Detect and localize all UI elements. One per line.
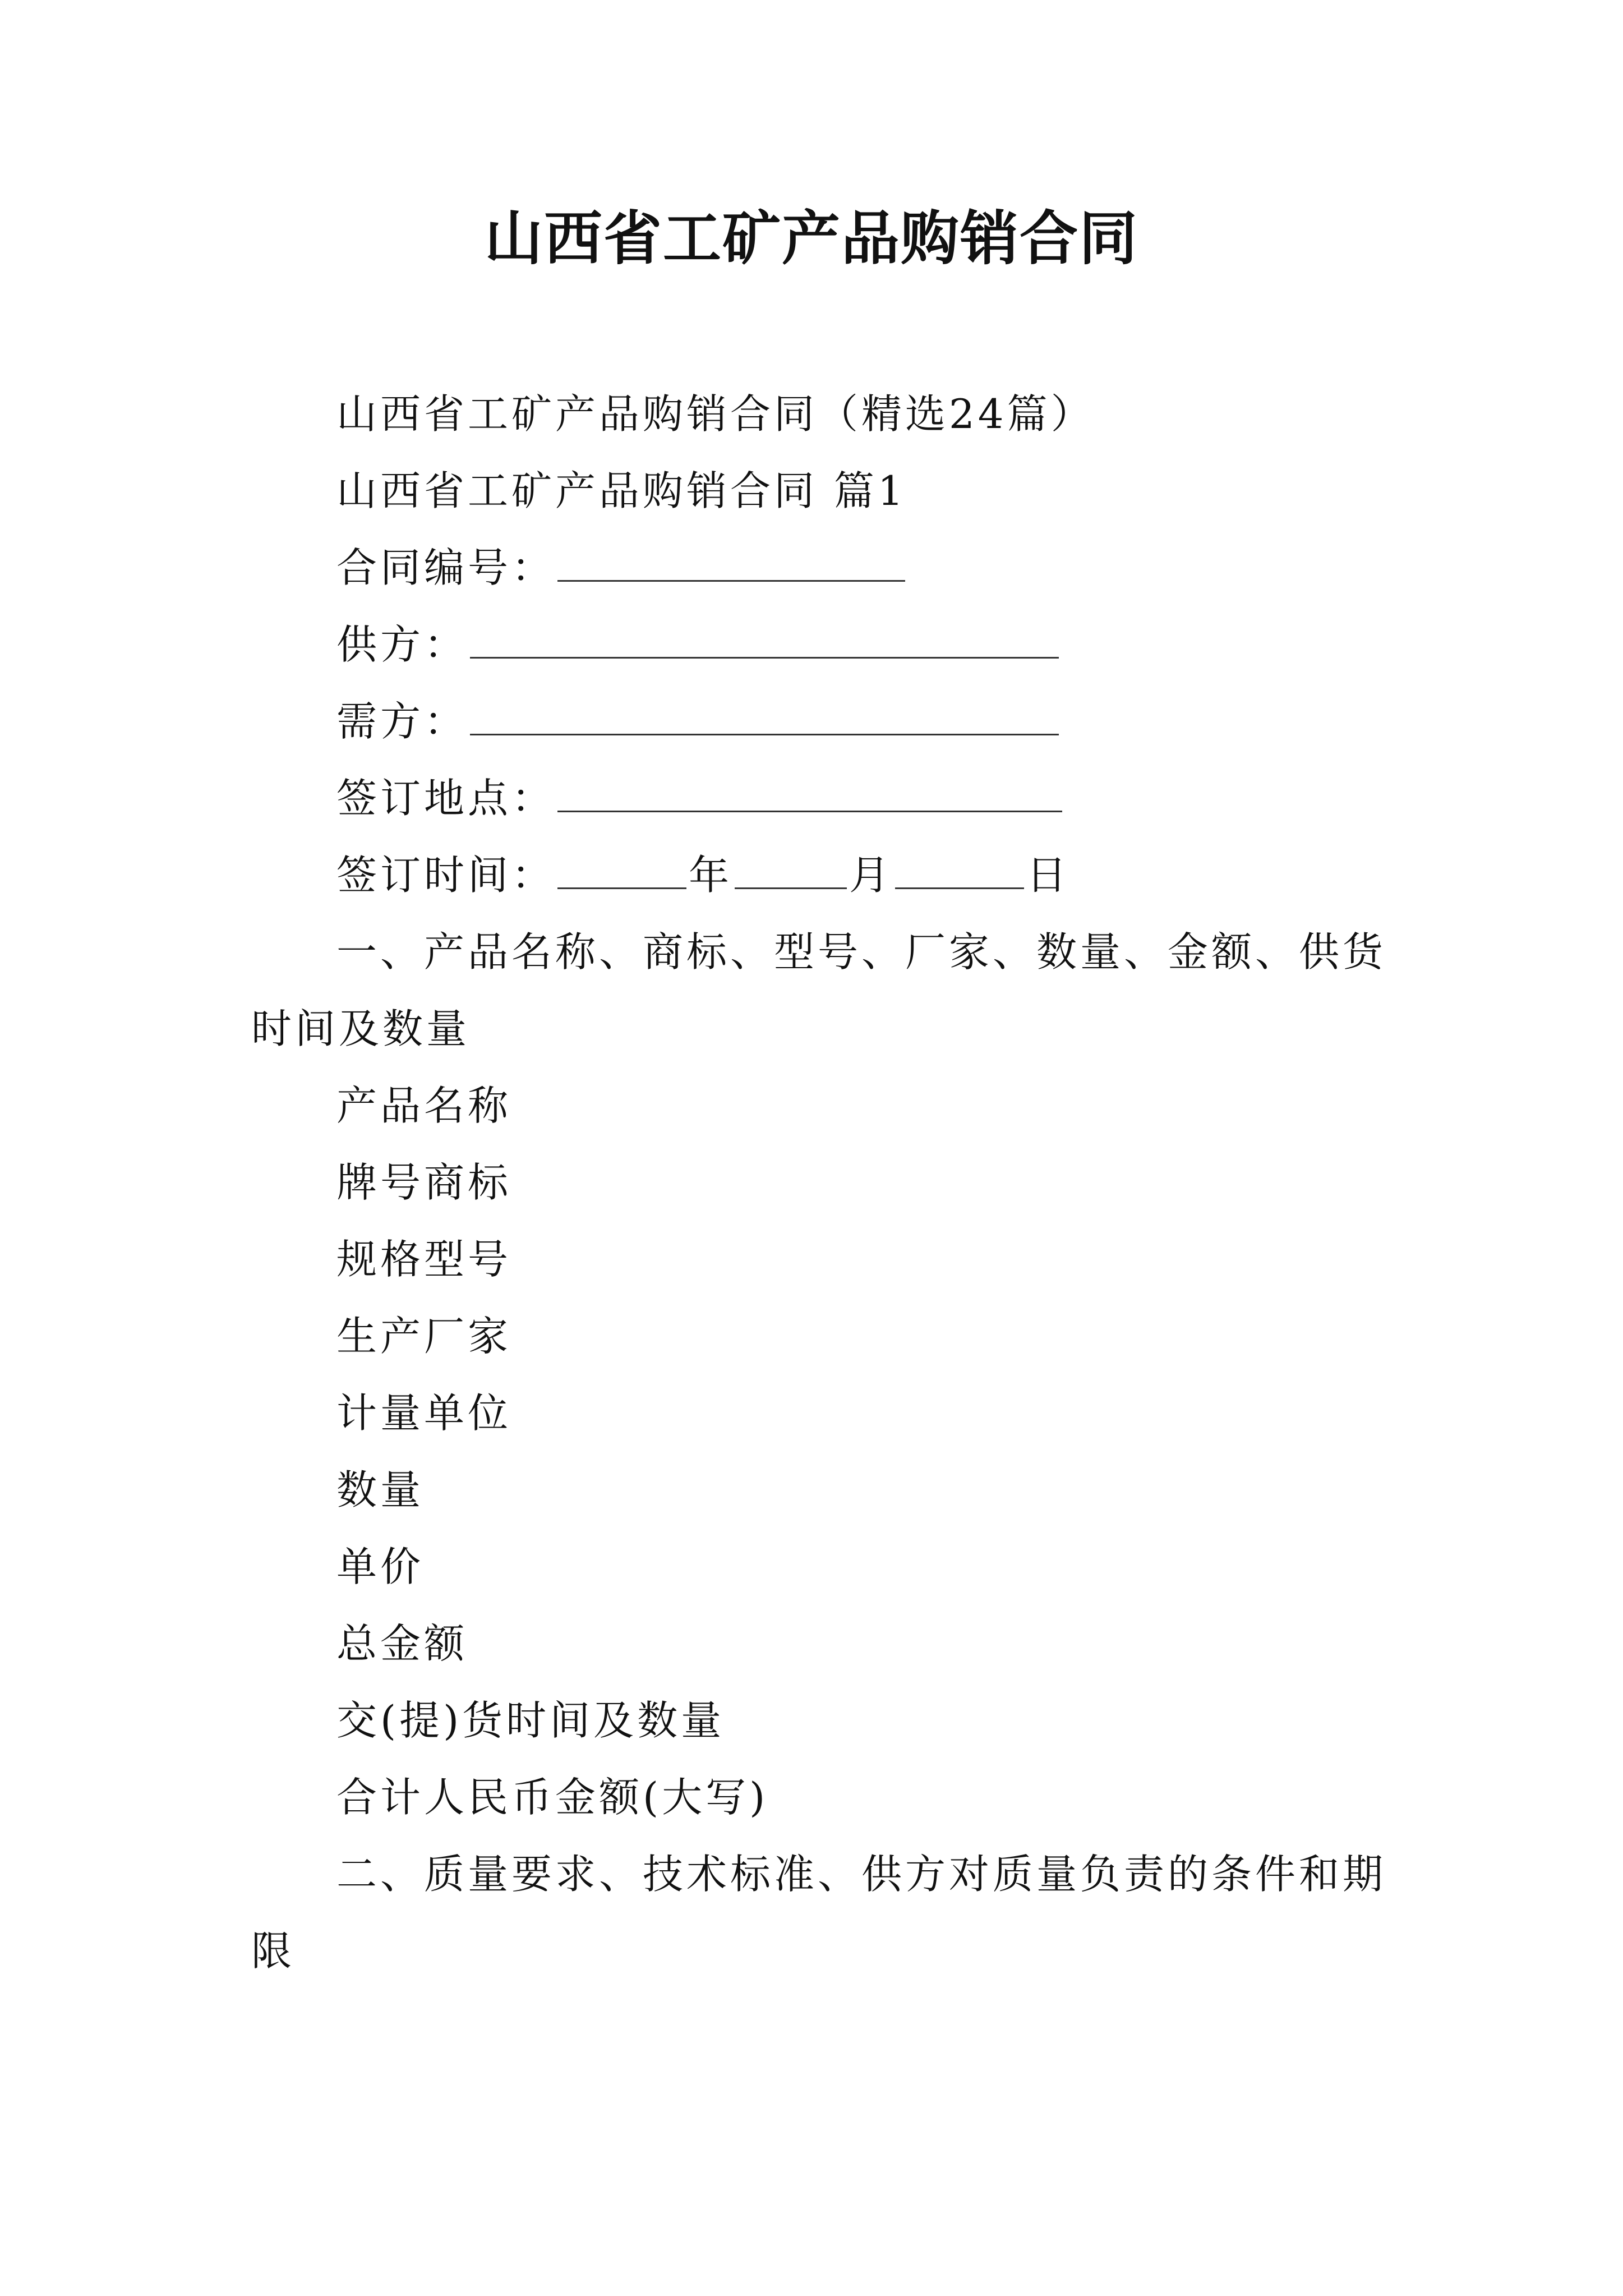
month-blank [735,854,847,889]
buyer-blank [470,700,1059,735]
day-label: 日 [1026,852,1071,899]
sign-place-label: 签订地点： [336,775,556,822]
sign-time-label: 签订时间： [336,852,556,899]
item-total-rmb: 合计人民币金额(大写) [336,1774,769,1821]
buyer-line [251,683,1384,760]
item-unit: 计量单位 [336,1389,512,1437]
sign-time-line [251,837,1384,914]
clause-2-line-2: 限 [251,1927,296,1975]
clause-2-line-1: 二、质量要求、技术标准、供方对质量负责的条件和期 [336,1851,1387,1898]
document-body [251,376,1387,1990]
contract-number-blank [557,546,905,582]
subtitle-line: 山西省工矿产品购销合同（精选24篇） [336,390,1095,438]
supplier-blank [470,623,1059,659]
document-title: 山西省工矿产品购销合同 [484,204,1138,273]
contract-number-label: 合同编号： [336,544,556,591]
day-blank [895,854,1024,889]
item-brand: 牌号商标 [336,1159,512,1206]
buyer-label: 需方： [336,698,468,745]
item-quantity: 数量 [336,1466,425,1513]
item-total-amount: 总金额 [336,1620,468,1667]
sign-place-blank [557,777,1062,812]
year-blank [557,854,686,889]
clause-1-line-1: 一、产品名称、商标、型号、厂家、数量、金额、供货 [336,928,1387,976]
section-heading: 山西省工矿产品购销合同 篇1 [336,467,907,514]
item-product-name: 产品名称 [336,1082,512,1129]
clause-1-line-2: 时间及数量 [251,1005,471,1052]
item-delivery-time: 交(提)货时间及数量 [336,1697,725,1744]
month-label: 月 [849,852,893,899]
item-spec-model: 规格型号 [336,1236,512,1283]
sign-place-line [251,760,1384,837]
contract-number-line [251,530,1384,606]
item-manufacturer: 生产厂家 [336,1313,512,1360]
item-unit-price: 单价 [336,1543,425,1590]
supplier-line [251,606,1384,683]
year-label: 年 [689,852,733,899]
supplier-label: 供方： [336,621,468,668]
